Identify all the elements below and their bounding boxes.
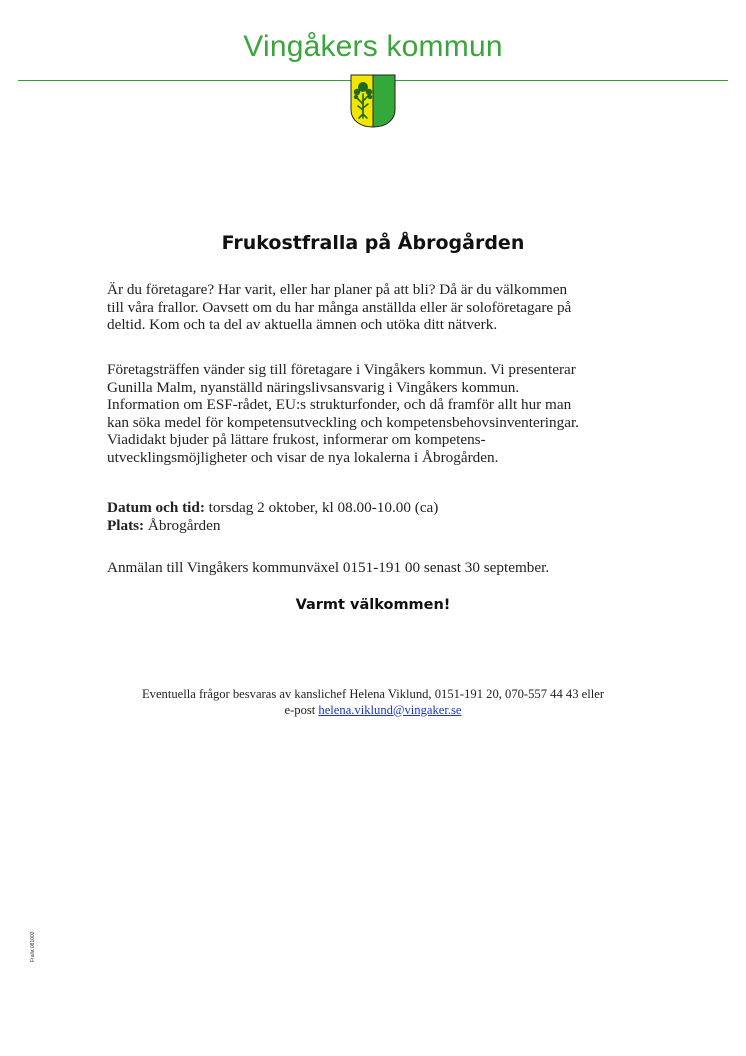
- intro-line: Är du företagare? Har varit, eller har planer på att bli? Då är du välkommen: [107, 281, 568, 298]
- place-label: Plats:: [107, 516, 145, 534]
- body-line: Viadidakt bjuder på lättare frukost, informerar om kompetens-: [107, 431, 486, 449]
- place-value: Åbrogården: [144, 516, 221, 534]
- intro-paragraph: [107, 281, 647, 334]
- body-line: utvecklingsmöjligheter och visar de nya lokalerna i Åbrogården.: [107, 448, 499, 466]
- contact-footer: [0, 687, 746, 718]
- email-prefix: e-post: [284, 702, 319, 717]
- body-line: Företagsträffen vänder sig till företagare i Vingåkers kommun. Vi presenterar: [107, 361, 576, 378]
- intro-line: till våra frallor. Oavsett om du har många anställda eller är soloföretagare på: [107, 298, 572, 316]
- body-line: kan söka medel för kompetensutveckling och kompetensbehovsinventeringar.: [107, 413, 579, 431]
- footer-email-row: [0, 703, 746, 719]
- email-link[interactable]: helena.viklund@vingaker.se: [318, 702, 462, 717]
- footer-line: Eventuella frågor besvaras av kanslichef Helena Viklund, 0151-191 20, 070-557 44 43 eller: [141, 687, 605, 701]
- date-row: [107, 499, 647, 517]
- place-row: [107, 517, 647, 535]
- date-label: Datum och tid:: [107, 499, 205, 516]
- body-line: Information om ESF-rådet, EU:s strukturfonder, och då framför allt hur man: [107, 396, 572, 414]
- welcome-text: Varmt välkommen!: [295, 597, 451, 613]
- municipal-coat-of-arms-icon: [350, 74, 396, 128]
- document-code: Fralla 081002: [30, 931, 36, 962]
- event-details: [107, 499, 647, 534]
- brand-title: Vingåkers kommun: [243, 30, 503, 63]
- registration-line: Anmälan till Vingåkers kommunväxel 0151-191 00 senast 30 september.: [107, 559, 550, 576]
- document-title: Frukostfralla på Åbrogården: [221, 232, 525, 254]
- body-line: Gunilla Malm, nyanställd näringslivsansvarig i Vingåkers kommun.: [107, 378, 520, 396]
- registration-text: [107, 559, 647, 577]
- intro-line: deltid. Kom och ta del av aktuella ämnen och utöka ditt nätverk.: [107, 316, 498, 334]
- body-paragraph: [107, 361, 647, 467]
- date-value: torsdag 2 oktober, kl 08.00-10.00 (ca): [204, 499, 439, 516]
